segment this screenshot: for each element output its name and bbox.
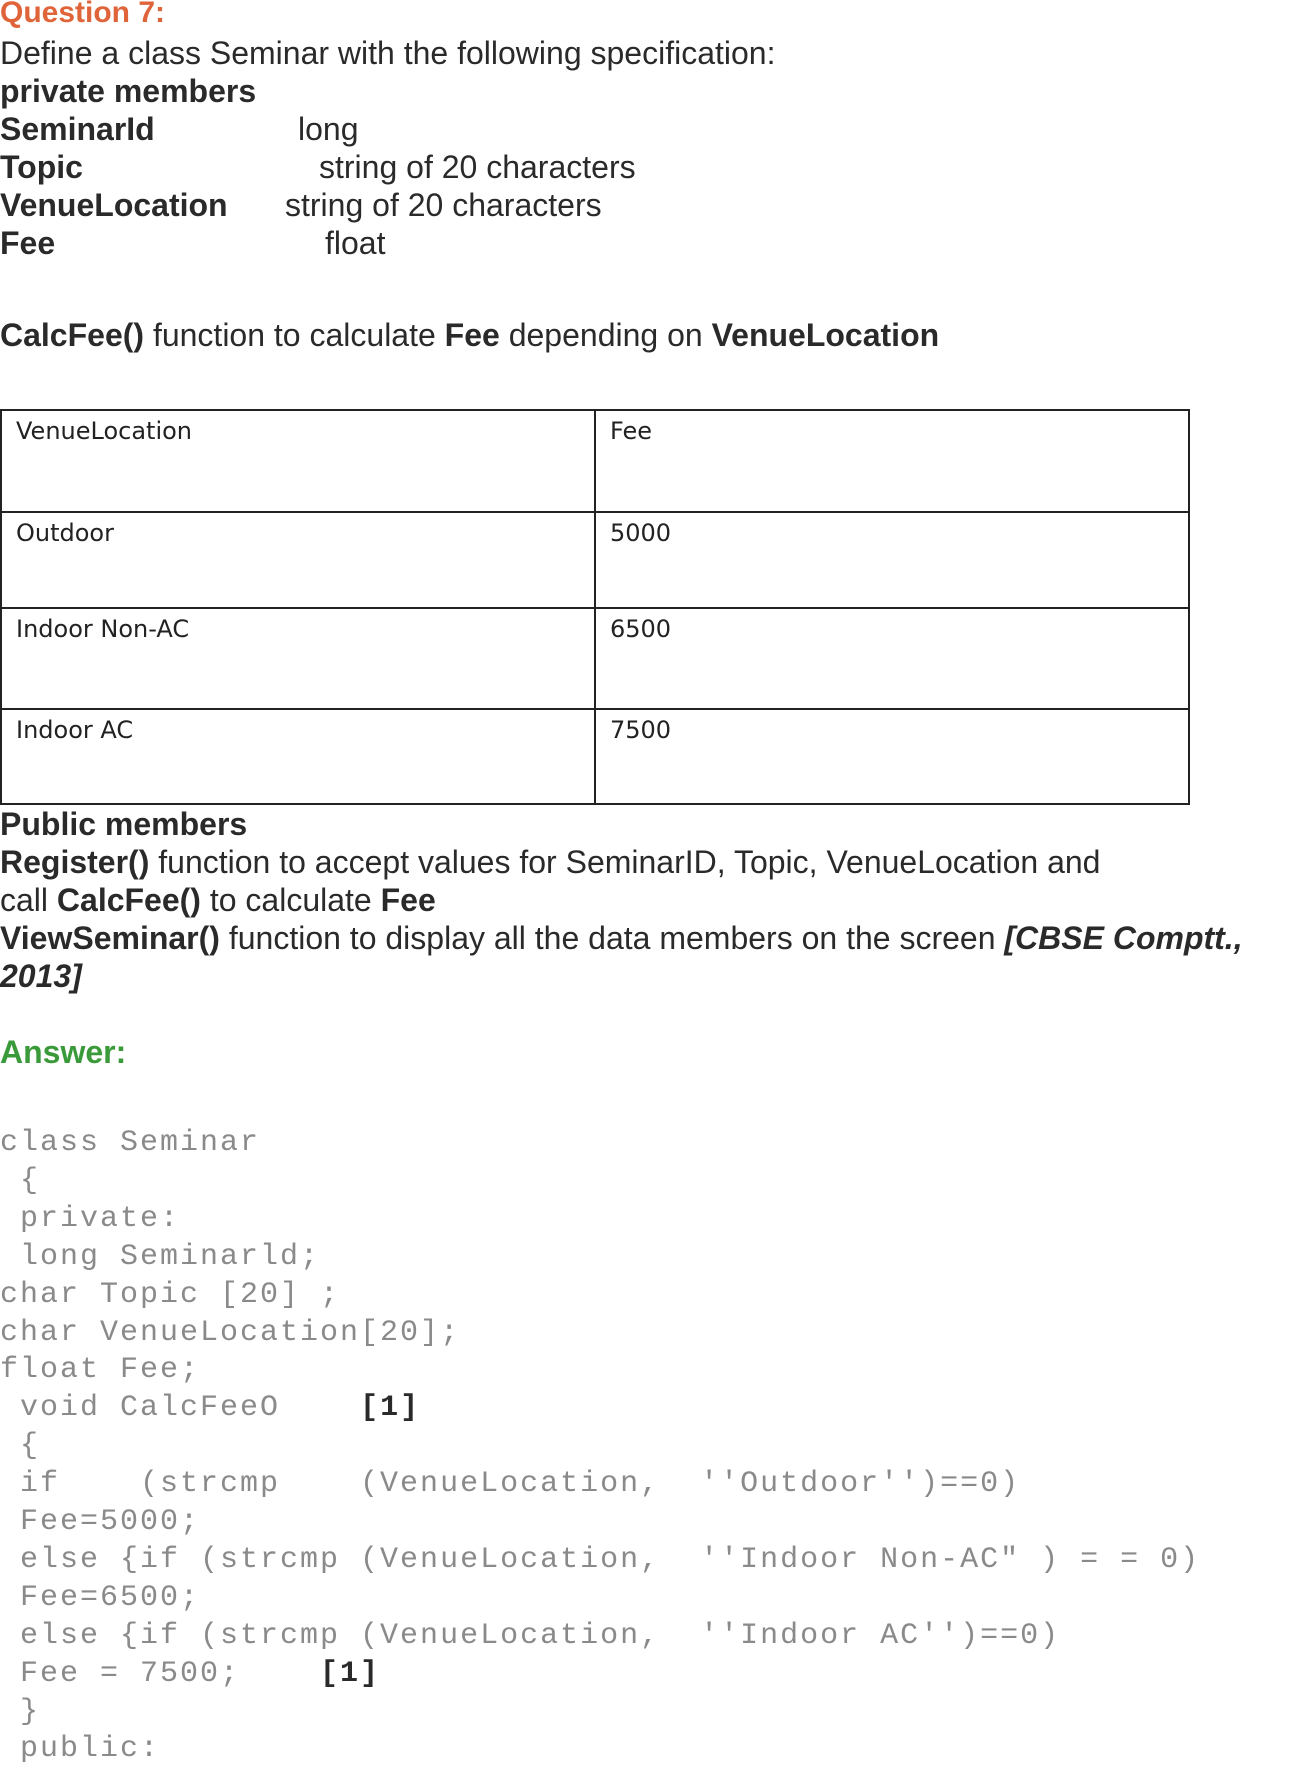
table-cell: 7500 [595,709,1189,804]
code-line [0,1200,180,1238]
code-text: char VenueLocation[20]; [0,1315,461,1350]
code-line [0,1693,40,1731]
member-type: string of 20 characters [285,187,602,223]
member-type: float [325,225,386,261]
register-description-cont [0,881,436,919]
code-line [0,1617,1060,1655]
text: function to accept values for SeminarID, Topic, VenueLocation and [149,844,1101,880]
text: function to calculate [144,317,445,353]
code-line [0,1238,320,1276]
code-line [0,1655,380,1693]
fee-table [0,409,1190,805]
table-header-cell: Fee [595,410,1189,512]
code-line [0,1503,200,1541]
code-text: { [0,1429,41,1464]
table-cell: 6500 [595,608,1189,709]
code-text: float Fee; [0,1353,201,1388]
register-description [0,843,1100,881]
private-members-heading: private members [0,73,257,109]
code-text: long Seminarld; [0,1239,321,1274]
code-text: } [0,1694,41,1729]
code-text: char Topic [20] ; [0,1277,341,1312]
code-text: public: [0,1732,161,1767]
marks-label: [1] [320,1656,381,1691]
table-row [1,709,1189,804]
code-line [0,1124,260,1162]
member-name: Topic [0,149,83,185]
calcfee-ref: CalcFee() [56,882,201,918]
answer-heading: Answer: [0,1034,127,1070]
table-header-row [1,410,1189,512]
code-line [0,1162,40,1200]
register-fn: Register() [0,844,150,880]
code-text: Fee = 7500; [0,1656,321,1691]
code-text: private: [0,1201,181,1236]
marks-label: [1] [360,1391,421,1426]
code-text: else {if (strcmp (VenueLocation, ''Indoor Non-AC" ) = = 0) [0,1542,1201,1577]
table-row [1,512,1189,608]
code-line [0,1465,1020,1503]
fee-term: Fee [380,882,436,918]
viewseminar-description [0,919,1243,957]
table-cell: Outdoor [1,512,595,608]
text: function to display all the data members on the screen [219,920,1005,956]
text: depending on [499,317,712,353]
code-text: Fee=5000; [0,1505,201,1539]
code-text: if (strcmp (VenueLocation, ''Outdoor'')==0) [0,1467,1021,1502]
text: call [0,882,57,918]
code-text: else {if (strcmp (VenueLocation, ''Indoor AC'')==0) [0,1618,1061,1653]
fee-term: Fee [444,317,500,353]
calcfee-description [0,316,939,354]
table-cell: 5000 [595,512,1189,608]
code-text: { [0,1163,41,1198]
table-cell: Indoor Non-AC [1,608,595,709]
code-line [0,1427,40,1465]
code-text: class Seminar [0,1126,261,1160]
text: to calculate [200,882,381,918]
table-cell: Indoor AC [1,709,595,804]
code-line [0,1389,420,1427]
table-row [1,608,1189,709]
code-line [0,1579,200,1617]
code-text: Fee=6500; [0,1580,201,1615]
venue-term: VenueLocation [711,317,940,353]
code-line [0,1314,460,1352]
member-name: Fee [0,225,56,261]
member-type: string of 20 characters [319,149,636,185]
public-members-heading: Public members [0,806,248,842]
code-text: void CalcFeeO [0,1391,361,1426]
question-intro: Define a class Seminar with the following specification: [0,35,776,71]
calcfee-fn: CalcFee() [0,317,145,353]
source-citation: [CBSE Comptt., [1004,920,1243,956]
member-name: SeminarId [0,111,155,147]
source-citation-year: 2013] [0,958,82,994]
code-line [0,1351,200,1389]
code-line [0,1276,340,1314]
member-type: long [298,111,359,147]
member-name: VenueLocation [0,187,228,223]
question-heading: Question 7: [0,0,166,29]
table-header-cell: VenueLocation [1,410,595,512]
code-line [0,1730,160,1768]
viewseminar-fn: ViewSeminar() [0,920,220,956]
code-line [0,1541,1200,1579]
